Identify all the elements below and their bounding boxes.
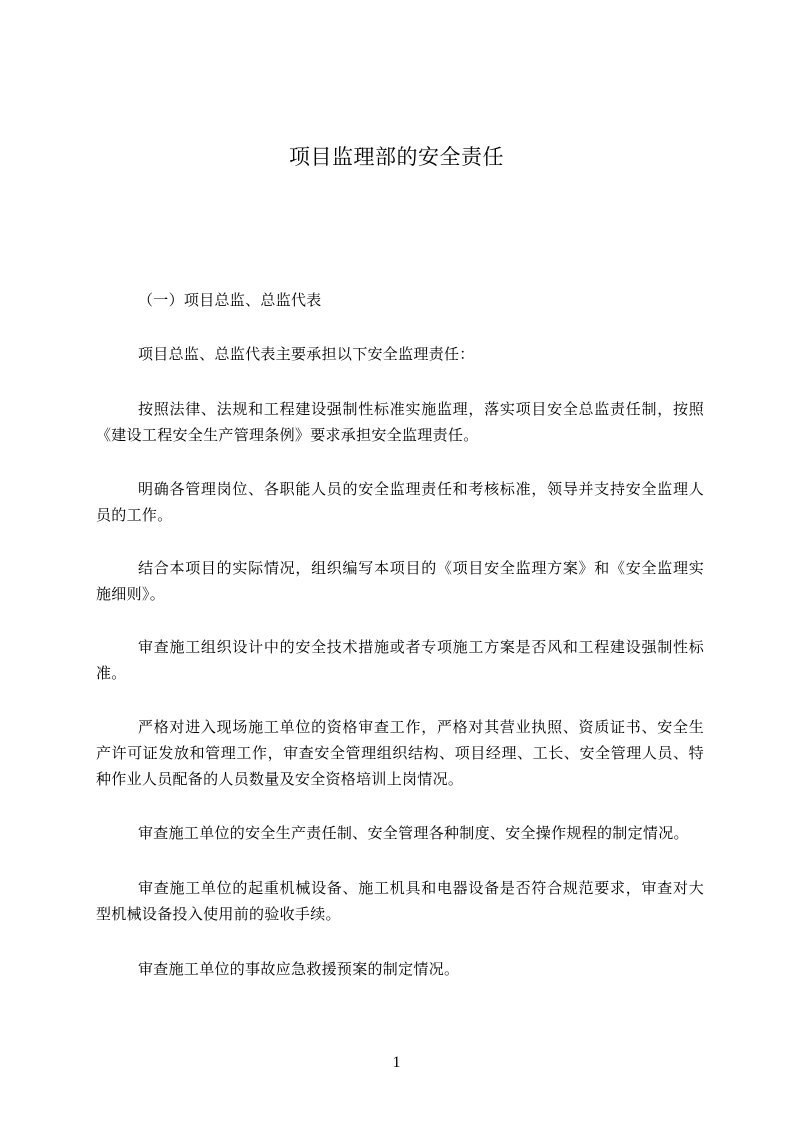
paragraph: 项目总监、总监代表主要承担以下安全监理责任： [138, 345, 475, 363]
document-title: 项目监理部的安全责任 [289, 145, 504, 169]
paragraph: 严格对进入现场施工单位的资格审查工作，严格对其营业执照、资质证书、安全生产许可证发放和管理工作，审查安全管理组织结构、项目经理、工长、安全管理人员、特种作业人员配备的人员数量及安全资格培训上岗情况。 [96, 718, 704, 788]
paragraph: 审查施工单位的事故应急救援预案的制定情况。 [138, 960, 460, 978]
paragraph: 结合本项目的实际情况，组织编写本项目的《项目安全监理方案》和《安全监理实施细则》。 [96, 559, 704, 603]
page-number: 1 [392, 1054, 401, 1071]
section-heading: （一）项目总监、总监代表 [138, 291, 322, 309]
paragraph: 按照法律、法规和工程建设强制性标准实施监理，落实项目安全总监责任制，按照《建设工程安全生产管理条例》要求承担安全监理责任。 [96, 400, 704, 444]
paragraph: 审查施工单位的安全生产责任制、安全管理各种制度、安全操作规程的制定情况。 [138, 824, 689, 842]
paragraph: 审查施工组织设计中的安全技术措施或者专项施工方案是否风和工程建设强制性标准。 [96, 638, 704, 682]
paragraph: 明确各管理岗位、各职能人员的安全监理责任和考核标准，领导并支持安全监理人员的工作。 [96, 480, 704, 524]
paragraph: 审查施工单位的起重机械设备、施工机具和电器设备是否符合规范要求，审查对大型机械设备投入使用前的验收手续。 [96, 879, 704, 923]
